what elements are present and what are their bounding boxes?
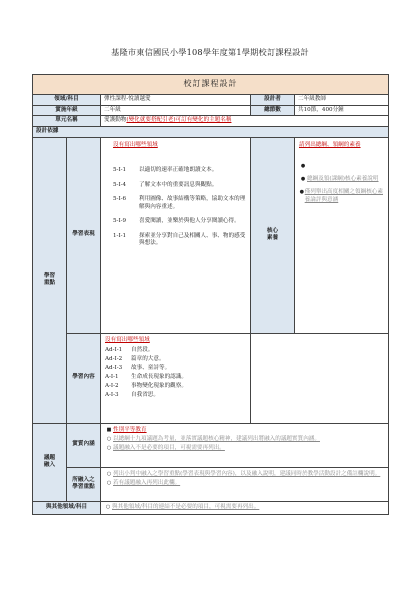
integration-label: 議題 融入 (33, 423, 67, 501)
content-text: 生命成長現象的認識。 (131, 374, 187, 381)
circle-bullet-icon: ○ (106, 445, 112, 452)
bullet-icon: ● (299, 189, 305, 196)
integration-content-cell (101, 423, 389, 467)
curriculum-table (32, 74, 389, 515)
core-bullet-item (299, 189, 384, 204)
performance-code: 5-I-9 (113, 218, 127, 225)
performance-hint: 沒有寫出哪些領域 (113, 141, 158, 148)
hours-value: 共10節，400分鐘 (295, 105, 389, 116)
hours-label: 總節數 (251, 105, 295, 116)
integration-unit-list (105, 471, 384, 488)
grade-value: 二年級 (101, 105, 251, 116)
table-header: 校訂課程設計 (33, 75, 389, 95)
integration-unit-cell (101, 467, 389, 501)
focus-label: 學習 重點 (33, 137, 67, 423)
circle-bullet-icon: ○ (105, 504, 111, 511)
unit-label: 單元名稱 (33, 116, 101, 127)
circle-bullet-icon: ○ (106, 471, 112, 478)
bullet-text: 以總綱十九項議題為考量，並落實議題核心精神，建議列出將融入的議題實質內涵。 (113, 436, 320, 443)
document-title: 基隆市東信國民小學108學年度第1學期校訂課程設計 (111, 47, 309, 57)
content-item (105, 356, 246, 364)
core-list (299, 163, 384, 204)
performance-text: 喜愛閱讀，並樂於與他人分享閱讀心得。 (139, 218, 240, 225)
unit-name: 愛護動物 (104, 117, 127, 124)
bullet-item (105, 471, 384, 479)
bullet-icon: ● (300, 175, 306, 182)
core-bullet-item (299, 163, 384, 170)
circle-bullet-icon: ○ (106, 436, 112, 443)
performance-item (113, 167, 246, 175)
basis-label: 設計依據 (33, 126, 389, 137)
content-code: A-I-3 (105, 392, 119, 399)
content-item (105, 365, 246, 373)
unit-note: (變化就要搭配引老)可訂有變化的主題名稱 (126, 117, 232, 124)
content-code: Ad-I-3 (105, 365, 123, 372)
designer-label: 設計者 (251, 95, 295, 106)
square-bullet-icon: ■ (106, 427, 112, 434)
core-label: 核心 素養 (251, 137, 295, 333)
performance-item (113, 233, 246, 248)
core-bullet-text: 僅列舉出高度相關之領綱核心素養論評與意涵 (304, 189, 383, 204)
content-item (105, 383, 246, 391)
content-core-cell (251, 333, 389, 423)
core-bullet-item (299, 176, 384, 184)
field-label: 領域/科目 (33, 95, 101, 106)
bullet-text: 與其他領域/科目的連結不是必要的項目，可視需要再列出。 (112, 504, 260, 511)
content-code: Ad-I-2 (105, 356, 123, 363)
bullet-item (105, 436, 384, 444)
performance-text: 了解文本中的重要訊息與觀點。 (139, 181, 218, 188)
content-text: 事物變化現象的觀察。 (131, 383, 187, 390)
circle-bullet-icon: ○ (106, 480, 112, 487)
content-item (105, 374, 246, 382)
performance-label: 學習表現 (67, 137, 101, 333)
content-hint: 沒有寫出哪些領域 (105, 336, 150, 343)
core-hint: 請列出總綱、領綱的素養 (299, 141, 361, 148)
performance-item (113, 218, 246, 226)
bullet-text: 性別平等教育 (113, 427, 147, 434)
designer-value: 二年級教師 (295, 95, 389, 106)
field-value: 彈性課程-悅讀越愛 (101, 95, 251, 106)
core-cell (295, 137, 389, 333)
performance-text: 以適切的速率正確地朗讀文本。 (139, 167, 218, 174)
bullet-item (105, 480, 384, 488)
content-text: 自然段。 (131, 347, 154, 354)
bullet-text: 列出小判中融入之學習重點(學習表現與學習內容)，以及融入說明，建議同時於教學活動設計之備註欄說明。 (113, 471, 381, 478)
content-code: Ad-I-1 (105, 347, 123, 354)
performance-text: 探索並分享對自己及相關人、事、物的感受與想法。 (139, 232, 246, 247)
bullet-item (104, 504, 385, 512)
performance-code: 5-I-6 (113, 196, 127, 203)
bullet-item (105, 445, 384, 453)
other-list (104, 504, 385, 512)
content-item (105, 392, 246, 400)
integration-unit-label: 所融入之 學習重點 (67, 467, 101, 501)
performance-cell (101, 137, 251, 333)
integration-content-label: 實質內涵 (67, 423, 101, 467)
other-cell (101, 501, 389, 515)
other-label: 與其他領域/科目 (33, 501, 101, 515)
performance-code: 5-I-1 (113, 167, 127, 174)
unit-value (101, 116, 389, 127)
content-item (105, 347, 246, 355)
performance-item (113, 196, 246, 211)
content-text: 故事、童詩等。 (131, 365, 171, 372)
bullet-text: 議題融入不是必要的項目，可視需要再列出。 (113, 445, 225, 452)
grade-label: 實施年級 (33, 105, 101, 116)
bullet-icon: ● (300, 163, 306, 170)
bullet-text: 若有議題融入再列出此欄。 (113, 480, 181, 487)
performance-item (113, 182, 246, 190)
content-list (105, 347, 246, 400)
content-text: 自我省思。 (131, 392, 159, 399)
performance-code: 1-I-1 (113, 232, 127, 239)
performance-text: 利用圖像、故事結構等策略，協助文本的理解與內容重述。 (139, 196, 246, 210)
content-cell (101, 333, 251, 423)
content-label: 學習內容 (67, 333, 101, 423)
core-bullet-text: 總綱及領(課綱)核心素養說明 (307, 175, 379, 182)
performance-code: 5-I-4 (113, 181, 127, 188)
integration-content-list (105, 427, 384, 453)
content-text: 篇章的大意。 (131, 356, 165, 363)
performance-list (113, 167, 246, 248)
bullet-item (105, 427, 384, 435)
content-code: A-I-1 (105, 374, 119, 381)
content-code: A-I-2 (105, 383, 119, 390)
